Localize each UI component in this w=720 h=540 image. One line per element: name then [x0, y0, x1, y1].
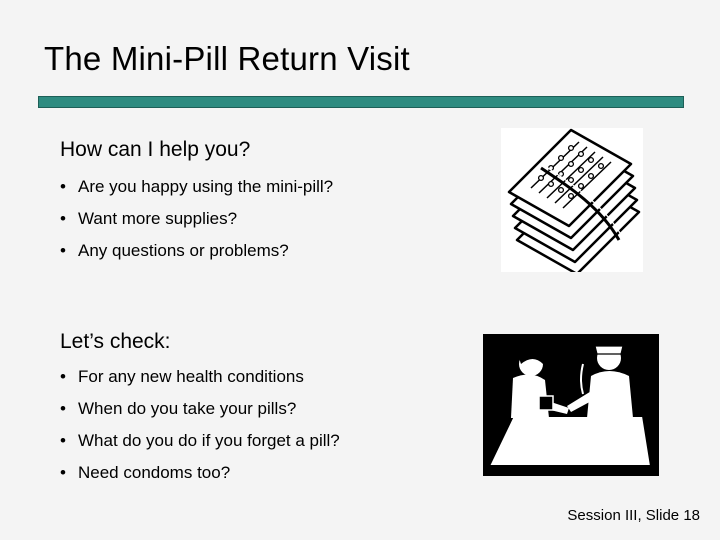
bullet-text: Are you happy using the mini-pill?: [78, 177, 334, 196]
nurse-blood-pressure-icon: [483, 334, 659, 476]
help-bullet-list: [60, 176, 333, 272]
slide-footer: Session III, Slide 18: [567, 507, 700, 524]
bullet-text: What do you do if you forget a pill?: [78, 431, 340, 450]
bullet-text: Any questions or problems?: [78, 241, 289, 260]
nurse-visit-image: [483, 334, 659, 476]
pill-packs-image: [501, 128, 643, 272]
list-item: [60, 398, 340, 430]
bullet-text: Want more supplies?: [78, 209, 238, 228]
bullet-text: Need condoms too?: [78, 463, 231, 482]
bullet-dot: •: [60, 367, 66, 386]
check-bullet-list: [60, 366, 340, 494]
bullet-dot: •: [60, 463, 66, 482]
list-item: [60, 462, 340, 494]
bullet-dot: •: [60, 177, 66, 196]
list-item: [60, 430, 340, 462]
bullet-text: When do you take your pills?: [78, 399, 297, 418]
bullet-text: For any new health conditions: [78, 367, 304, 386]
slide-title: The Mini-Pill Return Visit: [44, 40, 410, 77]
bullet-dot: •: [60, 431, 66, 450]
list-item: [60, 240, 333, 272]
bullet-dot: •: [60, 399, 66, 418]
list-item: [60, 208, 333, 240]
section-heading-help: How can I help you?: [60, 138, 251, 161]
bullet-dot: •: [60, 241, 66, 260]
section-heading-check: Let’s check:: [60, 330, 171, 353]
title-underline-bar: [38, 96, 684, 108]
bullet-dot: •: [60, 209, 66, 228]
list-item: [60, 366, 340, 398]
pill-packs-icon: [501, 128, 643, 272]
list-item: [60, 176, 333, 208]
